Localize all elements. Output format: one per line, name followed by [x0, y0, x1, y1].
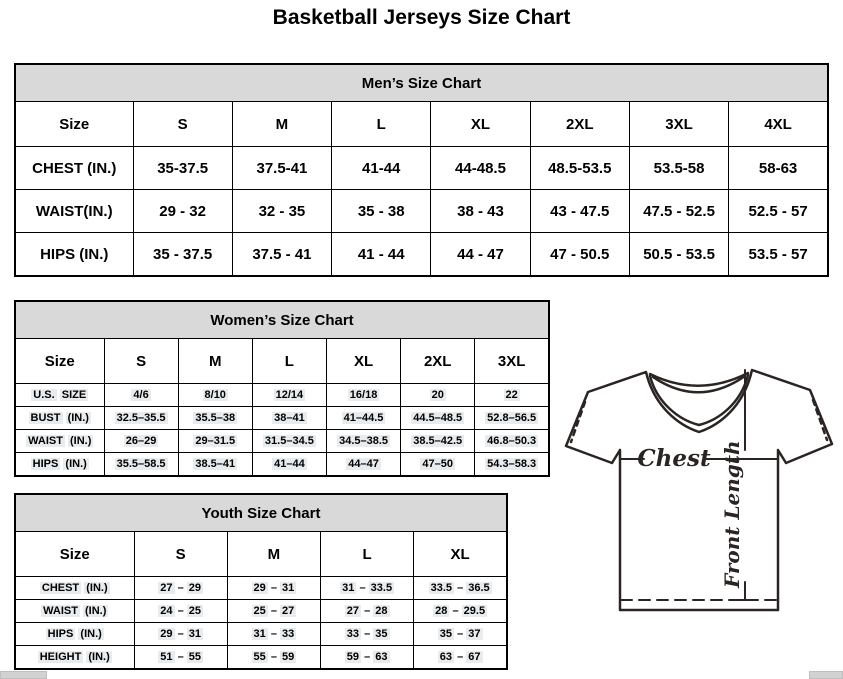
cell-value-token: 35 [375, 628, 388, 640]
column-header: 4XL [729, 102, 828, 147]
cell-value-token: 29 [160, 628, 173, 640]
cell-value-token: 55 [188, 651, 201, 663]
cell-value-token: 4/6 [133, 389, 149, 401]
row-label [15, 600, 134, 623]
size-value-cell: 58-63 [729, 147, 828, 190]
cell-value-token: 36.5 [468, 582, 490, 594]
row-label [15, 384, 104, 407]
cell-value-token: 33.5 [430, 582, 452, 594]
size-value-cell: 25 – 27 [227, 600, 320, 623]
cell-value-token: 8/10 [204, 389, 226, 401]
column-header: Size [15, 339, 104, 384]
size-value-cell: 53.5 - 57 [729, 233, 828, 277]
cell-value-token: (IN.) [86, 582, 108, 594]
column-header: XL [414, 532, 507, 577]
cell-value-token: 25 [188, 605, 201, 617]
size-value-cell [401, 384, 475, 407]
column-header-row [15, 102, 828, 147]
cell-value-token: 41–44 [274, 458, 305, 470]
size-value-cell [252, 407, 326, 430]
cell-value-token: 35.5–58.5 [116, 458, 166, 470]
size-value-cell [475, 384, 549, 407]
table-title: Youth Size Chart [15, 494, 507, 532]
cell-value-token: 44.5–48.5 [413, 412, 463, 424]
youth-size-chart-table [14, 493, 508, 670]
cell-value-token: 63 [375, 651, 388, 663]
size-value-cell: 35 - 37.5 [133, 233, 232, 277]
cell-value-token: (IN.) [80, 628, 102, 640]
size-value-cell: 29 – 31 [227, 577, 320, 600]
cell-value-token: SIZE [61, 389, 87, 401]
row-label [15, 407, 104, 430]
row-label [15, 453, 104, 477]
cell-value-token: 41–44.5 [343, 412, 384, 424]
size-value-cell: 29 – 31 [134, 623, 227, 646]
table-title-row [15, 64, 828, 102]
size-value-cell: 37.5 - 41 [232, 233, 331, 277]
column-header: 3XL [475, 339, 549, 384]
cell-value-token: 67 [468, 651, 481, 663]
column-header: M [227, 532, 320, 577]
size-value-cell [475, 453, 549, 477]
size-value-cell: 31 – 33 [227, 623, 320, 646]
column-header: XL [326, 339, 400, 384]
cell-value-token: 28 [435, 605, 448, 617]
table-row [15, 577, 507, 600]
size-value-cell: 55 – 59 [227, 646, 320, 670]
row-label [15, 430, 104, 453]
size-value-cell: 28 – 29.5 [414, 600, 507, 623]
column-header-row [15, 532, 507, 577]
size-value-cell: 47 - 50.5 [530, 233, 629, 277]
size-value-cell [475, 407, 549, 430]
cell-value-token: 33.5 [370, 582, 393, 594]
horizontal-scrollbar-left-fragment[interactable] [0, 671, 47, 679]
column-header: 2XL [530, 102, 629, 147]
column-header: XL [431, 102, 530, 147]
cell-value-token: 34.5–38.5 [339, 435, 389, 447]
size-value-cell [178, 384, 252, 407]
size-value-cell [401, 453, 475, 477]
cell-value-token: 29 [188, 582, 201, 594]
size-value-cell: 35 - 38 [332, 190, 431, 233]
size-value-cell [178, 453, 252, 477]
table-row [15, 646, 507, 670]
horizontal-scrollbar-right-fragment[interactable] [809, 671, 843, 679]
size-value-cell [104, 407, 178, 430]
size-value-cell [252, 430, 326, 453]
size-value-cell [326, 430, 400, 453]
cell-value-token: HIPS [32, 458, 59, 470]
table-title: Women’s Size Chart [15, 301, 549, 339]
size-value-cell [326, 453, 400, 477]
row-label [15, 646, 134, 670]
cell-value-token: 31 [253, 628, 266, 640]
size-value-cell [178, 430, 252, 453]
size-value-cell: 35 – 37 [414, 623, 507, 646]
cell-value-token: 33 [346, 628, 359, 640]
womens-size-chart-table [14, 300, 550, 477]
cell-value-token: U.S. [33, 389, 55, 401]
cell-value-token: 12/14 [275, 389, 304, 401]
cell-value-token: 52.8–56.5 [487, 412, 537, 424]
jersey-measurement-diagram [558, 362, 840, 626]
size-value-cell: 33.5 – 36.5 [414, 577, 507, 600]
youth-size-chart-section [14, 493, 508, 670]
column-header: S [133, 102, 232, 147]
column-header: Size [15, 102, 133, 147]
size-value-cell: 31 – 33.5 [321, 577, 414, 600]
table-row [15, 233, 828, 277]
cell-value-token: 24 [160, 605, 173, 617]
cell-value-token: 55 [253, 651, 266, 663]
size-value-cell: 38 - 43 [431, 190, 530, 233]
cell-value-token: 38.5–41 [195, 458, 236, 470]
size-value-cell [178, 407, 252, 430]
cell-value-token: 59 [346, 651, 359, 663]
cell-value-token: WAIST [28, 435, 63, 447]
size-value-cell [401, 430, 475, 453]
cell-value-token: 31 [188, 628, 201, 640]
row-label: WAIST(IN.) [15, 190, 133, 233]
cell-value-token: (IN.) [70, 435, 92, 447]
size-value-cell: 59 – 63 [321, 646, 414, 670]
cell-value-token: 54.3–58.3 [487, 458, 537, 470]
column-header: Size [15, 532, 134, 577]
table-row [15, 190, 828, 233]
column-header: M [232, 102, 331, 147]
cell-value-token: 47–50 [422, 458, 453, 470]
size-value-cell [252, 384, 326, 407]
table-title-row [15, 494, 507, 532]
size-value-cell [326, 407, 400, 430]
cell-value-token: 20 [431, 389, 444, 401]
cell-value-token: 31 [282, 582, 295, 594]
column-header: S [104, 339, 178, 384]
size-value-cell: 32 - 35 [232, 190, 331, 233]
size-value-cell: 33 – 35 [321, 623, 414, 646]
mens-size-chart-table [14, 63, 829, 277]
cell-value-token: 38–41 [274, 412, 305, 424]
womens-size-chart-section [14, 300, 550, 477]
size-value-cell [104, 384, 178, 407]
size-value-cell [475, 430, 549, 453]
table-row [15, 600, 507, 623]
cell-value-token: HIPS [47, 628, 74, 640]
cell-value-token: 31.5–34.5 [264, 435, 314, 447]
cell-value-token: 37 [468, 628, 481, 640]
column-header-row [15, 339, 549, 384]
cell-value-token: 44–47 [348, 458, 379, 470]
table-row [15, 453, 549, 477]
column-header: L [332, 102, 431, 147]
column-header: 3XL [629, 102, 728, 147]
cell-value-token: 25 [253, 605, 266, 617]
cell-value-token: 22 [505, 389, 518, 401]
cell-value-token: 16/18 [349, 389, 378, 401]
table-row [15, 623, 507, 646]
mens-size-chart-section [14, 63, 829, 277]
size-value-cell: 27 – 28 [321, 600, 414, 623]
cell-value-token: 29–31.5 [195, 435, 236, 447]
table-title: Men’s Size Chart [15, 64, 828, 102]
cell-value-token: 28 [375, 605, 388, 617]
cell-value-token: (IN.) [85, 605, 107, 617]
size-value-cell: 37.5-41 [232, 147, 331, 190]
size-value-cell: 51 – 55 [134, 646, 227, 670]
size-value-cell: 29 - 32 [133, 190, 232, 233]
table-row [15, 407, 549, 430]
cell-value-token: BUST [30, 412, 61, 424]
cell-value-token: 35.5–38 [195, 412, 236, 424]
size-value-cell [401, 407, 475, 430]
size-value-cell [104, 453, 178, 477]
size-value-cell: 41-44 [332, 147, 431, 190]
table-row [15, 430, 549, 453]
cell-value-token: 46.8–50.3 [487, 435, 537, 447]
size-value-cell: 41 - 44 [332, 233, 431, 277]
size-value-cell: 27 – 29 [134, 577, 227, 600]
row-label [15, 623, 134, 646]
cell-value-token: 33 [282, 628, 295, 640]
size-value-cell [104, 430, 178, 453]
cell-value-token: 63 [439, 651, 452, 663]
column-header: L [252, 339, 326, 384]
cell-value-token: 35 [439, 628, 452, 640]
size-value-cell: 52.5 - 57 [729, 190, 828, 233]
size-value-cell: 44 - 47 [431, 233, 530, 277]
size-value-cell [252, 453, 326, 477]
size-value-cell: 24 – 25 [134, 600, 227, 623]
column-header: M [178, 339, 252, 384]
cell-value-token: 38.5–42.5 [413, 435, 463, 447]
size-value-cell: 50.5 - 53.5 [629, 233, 728, 277]
cell-value-token: WAIST [43, 605, 78, 617]
size-value-cell [326, 384, 400, 407]
row-label [15, 577, 134, 600]
chest-label: Chest [637, 445, 711, 472]
row-label: CHEST (IN.) [15, 147, 133, 190]
table-row [15, 384, 549, 407]
cell-value-token: 29 [253, 582, 266, 594]
cell-value-token: CHEST [41, 582, 80, 594]
cell-value-token: 51 [160, 651, 173, 663]
collar-back-arc-inner [653, 376, 745, 392]
cell-value-token: 29.5 [463, 605, 486, 617]
size-value-cell: 43 - 47.5 [530, 190, 629, 233]
cell-value-token: 27 [282, 605, 295, 617]
cell-value-token: HEIGHT [39, 651, 82, 663]
row-label: HIPS (IN.) [15, 233, 133, 277]
cell-value-token: 31 [342, 582, 355, 594]
size-value-cell: 48.5-53.5 [530, 147, 629, 190]
cell-value-token: 59 [282, 651, 295, 663]
cell-value-token: (IN.) [67, 412, 89, 424]
cell-value-token: (IN.) [88, 651, 110, 663]
column-header: 2XL [401, 339, 475, 384]
size-value-cell: 44-48.5 [431, 147, 530, 190]
page-title: Basketball Jerseys Size Chart [272, 6, 571, 29]
cell-value-token: 26–29 [125, 435, 157, 447]
column-header: S [134, 532, 227, 577]
table-title-row [15, 301, 549, 339]
size-value-cell: 47.5 - 52.5 [629, 190, 728, 233]
front-length-label: Front Length [720, 440, 744, 588]
jersey-outline-shape [566, 370, 832, 610]
table-row [15, 147, 828, 190]
size-value-cell: 63 – 67 [414, 646, 507, 670]
cell-value-token: 27 [160, 582, 173, 594]
size-value-cell: 35-37.5 [133, 147, 232, 190]
cell-value-token: 32.5–35.5 [116, 412, 166, 424]
size-value-cell: 53.5-58 [629, 147, 728, 190]
cell-value-token: (IN.) [65, 458, 87, 470]
cell-value-token: 27 [346, 605, 359, 617]
column-header: L [321, 532, 414, 577]
